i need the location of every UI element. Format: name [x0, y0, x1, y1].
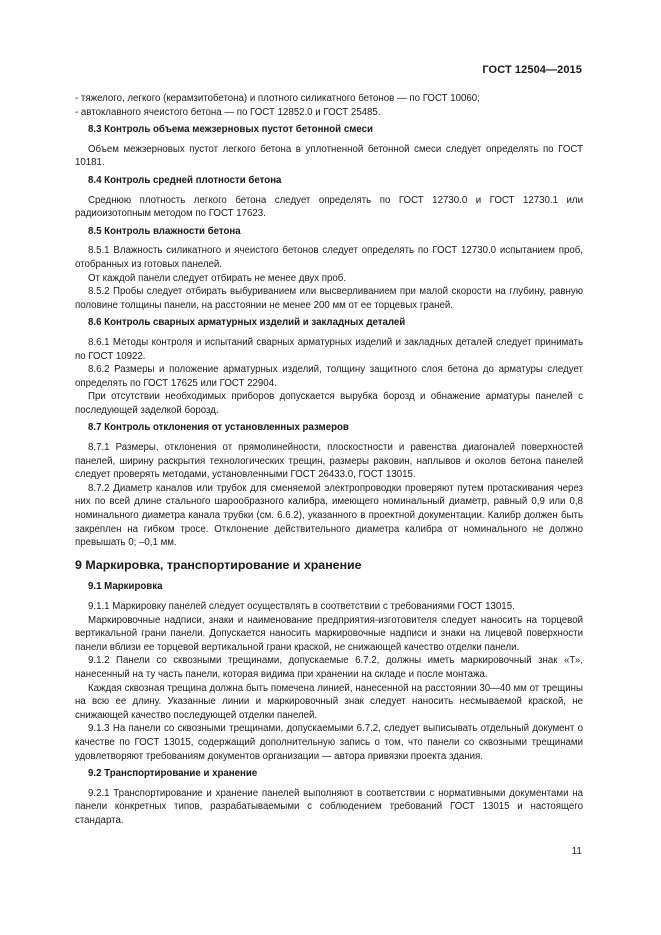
paragraph: От каждой панели следует отбирать не менее двух проб. [88, 272, 347, 284]
subsection-heading: 8.4 Контроль средней плотности бетона [88, 174, 282, 186]
paragraph: - автоклавного ячеистого бетона — по ГОСТ 12852.0 и ГОСТ 25485. [75, 106, 381, 118]
paragraph: Среднюю плотность легкого бетона следует определять по ГОСТ 12730.0 и ГОСТ 12730.1 или радиоизотопным методом по ГОСТ 17623. [75, 194, 583, 220]
document-body [75, 92, 583, 828]
subsection-heading: 8.7 Контроль отклонения от установленных размеров [88, 422, 349, 434]
paragraph: - тяжелого, легкого (керамзитобетона) и плотного силикатного бетонов — по ГОСТ 10060; [75, 93, 480, 104]
subsection-heading: 8.5 Контроль влажности бетона [88, 225, 241, 237]
paragraph: 8.5.1 Влажность силикатного и ячеистого бетонов следует определять по ГОСТ 12730.0 испытанием проб, отобранных из готовых панелей. [75, 245, 583, 270]
subsection-heading: 9.2 Транспортирование и хранение [88, 768, 258, 780]
subsection-heading: 8.3 Контроль объема межзерновых пустот бетонной смеси [88, 124, 373, 136]
paragraph: 8.5.2 Пробы следует отбирать выбуриванием или высверливанием при малой скорости на глубину, равную половине толщины панели, на расстоянии не менее 200 мм от ее торцевых граней. [75, 286, 583, 311]
paragraph: 9.1.1 Маркировку панелей следует осуществлять в соответствии с требованиями ГОСТ 13015. [88, 601, 515, 612]
section-heading: 9 Маркировка, транспортирование и хранение [75, 557, 362, 572]
paragraph: 8.6.1 Методы контроля и испытаний сварных арматурных изделий и закладных деталей следует принимать по ГОСТ 10922. [75, 336, 583, 362]
paragraph: 8.6.2 Размеры и положение арматурных изделий, толщину защитного слоя бетона до арматуры следует определять по ГОСТ 17625 или ГОСТ 22904. [75, 364, 583, 389]
paragraph: Объем межзерновых пустот легкого бетона в уплотненной бетонной смеси следует определять по ГОСТ 10181. [75, 143, 583, 169]
page-number: 11 [571, 846, 582, 857]
paragraph: При отсутствии необходимых приборов допускается вырубка борозд и обнажение арматуры панелей с последующей заделкой борозд. [75, 391, 583, 416]
subsection-heading: 9.1 Маркировка [88, 581, 163, 593]
paragraph: 9.2.1 Транспортирование и хранение панелей выполняют в соответствии с нормативными документами на панели конкретных типов, разрабатываемыми с соблюдением требований ГОСТ 13015 и настоящего стандарта. [75, 787, 583, 826]
paragraph: Маркировочные надписи, знаки и наименование предприятия-изготовителя следует наносить на торцевой вертикальной грани панели. Допускается наносить маркировочные надписи и знаки на лицевой поверхности панели вблизи ее торцевой вертикальной грани краской, не снижающей качество отделки панели. [75, 614, 583, 653]
paragraph: 8.7.1 Размеры, отклонения от прямолинейности, плоскостности и равенства диагоналей поверхностей панелей, ширину раскрытия технологических трещин, размеры раковин, наплывов и околов бетона панелей следует проверять методами, установленными ГОСТ 26433.0, ГОСТ 13015. [75, 442, 583, 481]
paragraph: Каждая сквозная трещина должна быть помечена линией, нанесенной на расстоянии 30—40 мм от трещины на всю ее длину. Указанные линии и маркировочный знак следует наносить несмываемой краской, не снижающей качество последующей отделки панелей. [75, 682, 583, 721]
standard-header: ГОСТ 12504—2015 [482, 64, 582, 76]
subsection-heading: 8.6 Контроль сварных арматурных изделий и закладных деталей [88, 317, 406, 329]
paragraph: 9.1.3 На панели со сквозными трещинами, допускаемыми 6.7.2, следует выписывать отдельный документ о качестве по ГОСТ 13015, содержащий дополнительную запись о том, что панели со сквозными трещинами удовлетворяют требованиям документов организации — автора привязки проекта здания. [75, 723, 583, 762]
paragraph: 8.7.2 Диаметр каналов или трубок для сменяемой электропроводки проверяют путем протаскивания через них по всей длине стального шарообразного калибра, имеющего номинальный диаметр, равный 0,9 или 0,8 номинального диаметра канала трубки (см. 6.6.2), указанного в проектной документации. Калибр должен быть закреплен на гибком тросе. Отклонение действительного диаметра калибра от номинального не должно превышать 0; –0,1 мм. [75, 482, 583, 549]
paragraph: 9.1.2 Панели со сквозными трещинами, допускаемые 6.7.2, должны иметь маркировочный знак «Т», нанесенный на ту часть панели, которая видима при хранении на складе и после монтажа. [75, 655, 583, 680]
